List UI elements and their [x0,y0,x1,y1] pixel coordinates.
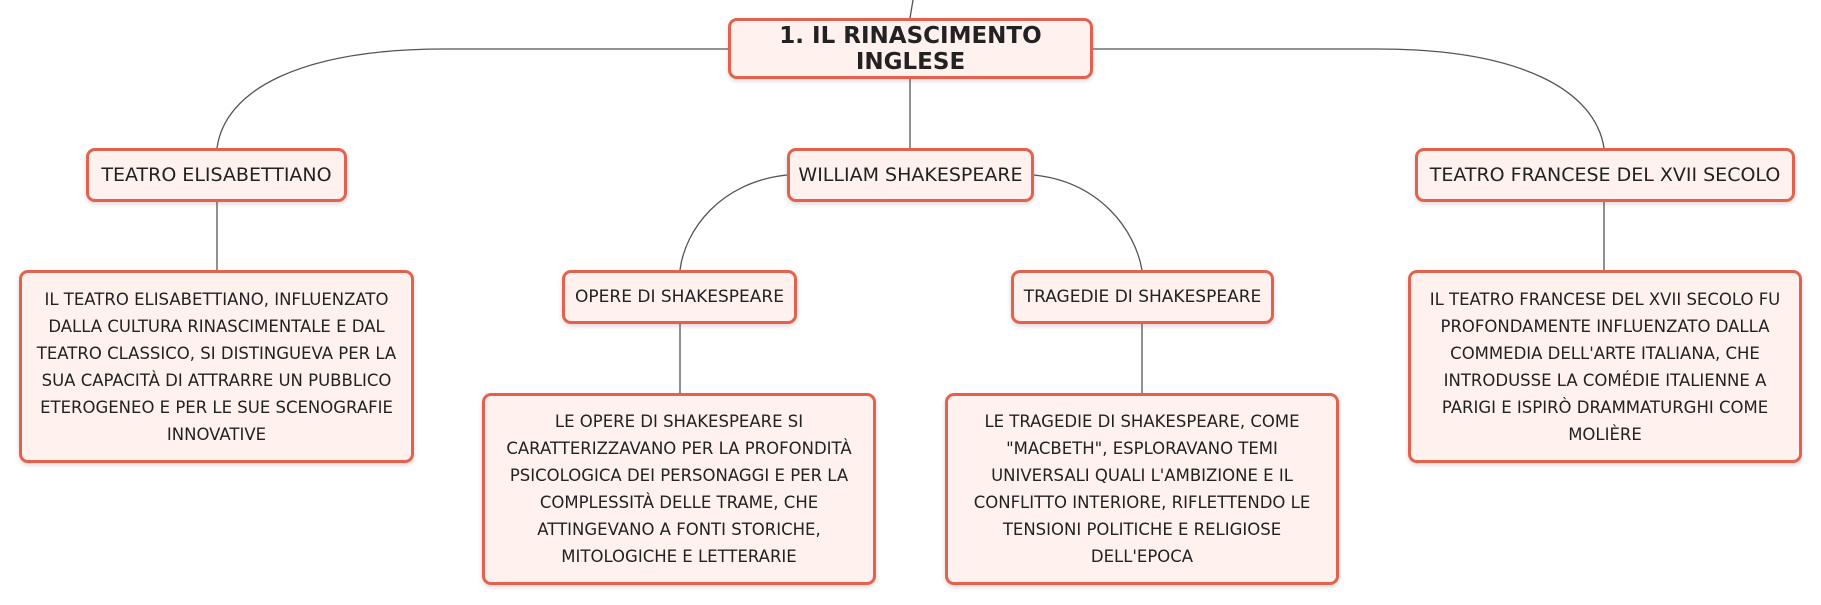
topic-william-shakespeare-label: WILLIAM SHAKESPEARE [798,164,1023,186]
description-teatro-francese-text: IL TEATRO FRANCESE DEL XVII SECOLO FU PROFONDAMENTE INFLUENZATO DALLA COMMEDIA DELL'ARTE ITALIANA, CHE INTRODUSSE LA COMÉDIE ITALIENNE A PARIGI E ISPIRÒ DRAMMATURGHI COME MOLIÈRE [1429,289,1781,444]
connector-root-elisabettiano [217,49,728,148]
description-tragedie-di-shakespeare[interactable] [945,393,1339,585]
description-tragedie-text: LE TRAGEDIE DI SHAKESPEARE, COME "MACBETH", ESPLORAVANO TEMI UNIVERSALI QUALI L'AMBIZIONE E IL CONFLITTO INTERIORE, RIFLETTENDO LE TENSIONI POLITICHE E RELIGIOSE DELL'EPOCA [973,412,1311,566]
description-opere-text: LE OPERE DI SHAKESPEARE SI CARATTERIZZAVANO PER LA PROFONDITÀ PSICOLOGICA DEI PERSONAGGI E PER LA COMPLESSITÀ DELLE TRAME, CHE ATTINGEVANO A FONTI STORICHE, MITOLOGICHE E LETTERARIE [506,412,852,566]
topic-teatro-francese[interactable] [1415,148,1795,202]
connector-shakespeare-opere [680,175,787,270]
subtopic-opere-di-shakespeare[interactable] [562,270,797,324]
connector-root-parent [910,0,913,18]
subtopic-tragedie-label: TRAGEDIE DI SHAKESPEARE [1023,287,1262,307]
description-teatro-elisabettiano-text: IL TEATRO ELISABETTIANO, INFLUENZATO DALLA CULTURA RINASCIMENTALE E DAL TEATRO CLASSICO, SI DISTINGUEVA PER LA SUA CAPACITÀ DI ATTRARRE UN PUBBLICO ETEROGENEO E PER LE SUE SCENOGRAFIE INNOVATIVE [36,289,397,444]
topic-teatro-elisabettiano-label: TEATRO ELISABETTIANO [101,164,332,186]
root-topic-node[interactable] [728,18,1093,79]
description-opere-di-shakespeare[interactable] [482,393,876,585]
subtopic-tragedie-di-shakespeare[interactable] [1011,270,1274,324]
subtopic-opere-label: OPERE DI SHAKESPEARE [575,287,784,307]
root-topic-label: 1. IL RINASCIMENTO INGLESE [779,22,1042,75]
topic-teatro-elisabettiano[interactable] [86,148,347,202]
connector-shakespeare-tragedie [1034,175,1142,270]
connector-root-francese [1093,49,1604,148]
topic-william-shakespeare[interactable] [787,148,1034,202]
description-teatro-francese[interactable] [1408,270,1802,463]
description-teatro-elisabettiano[interactable] [19,270,414,463]
topic-teatro-francese-label: TEATRO FRANCESE DEL XVII SECOLO [1429,164,1781,186]
